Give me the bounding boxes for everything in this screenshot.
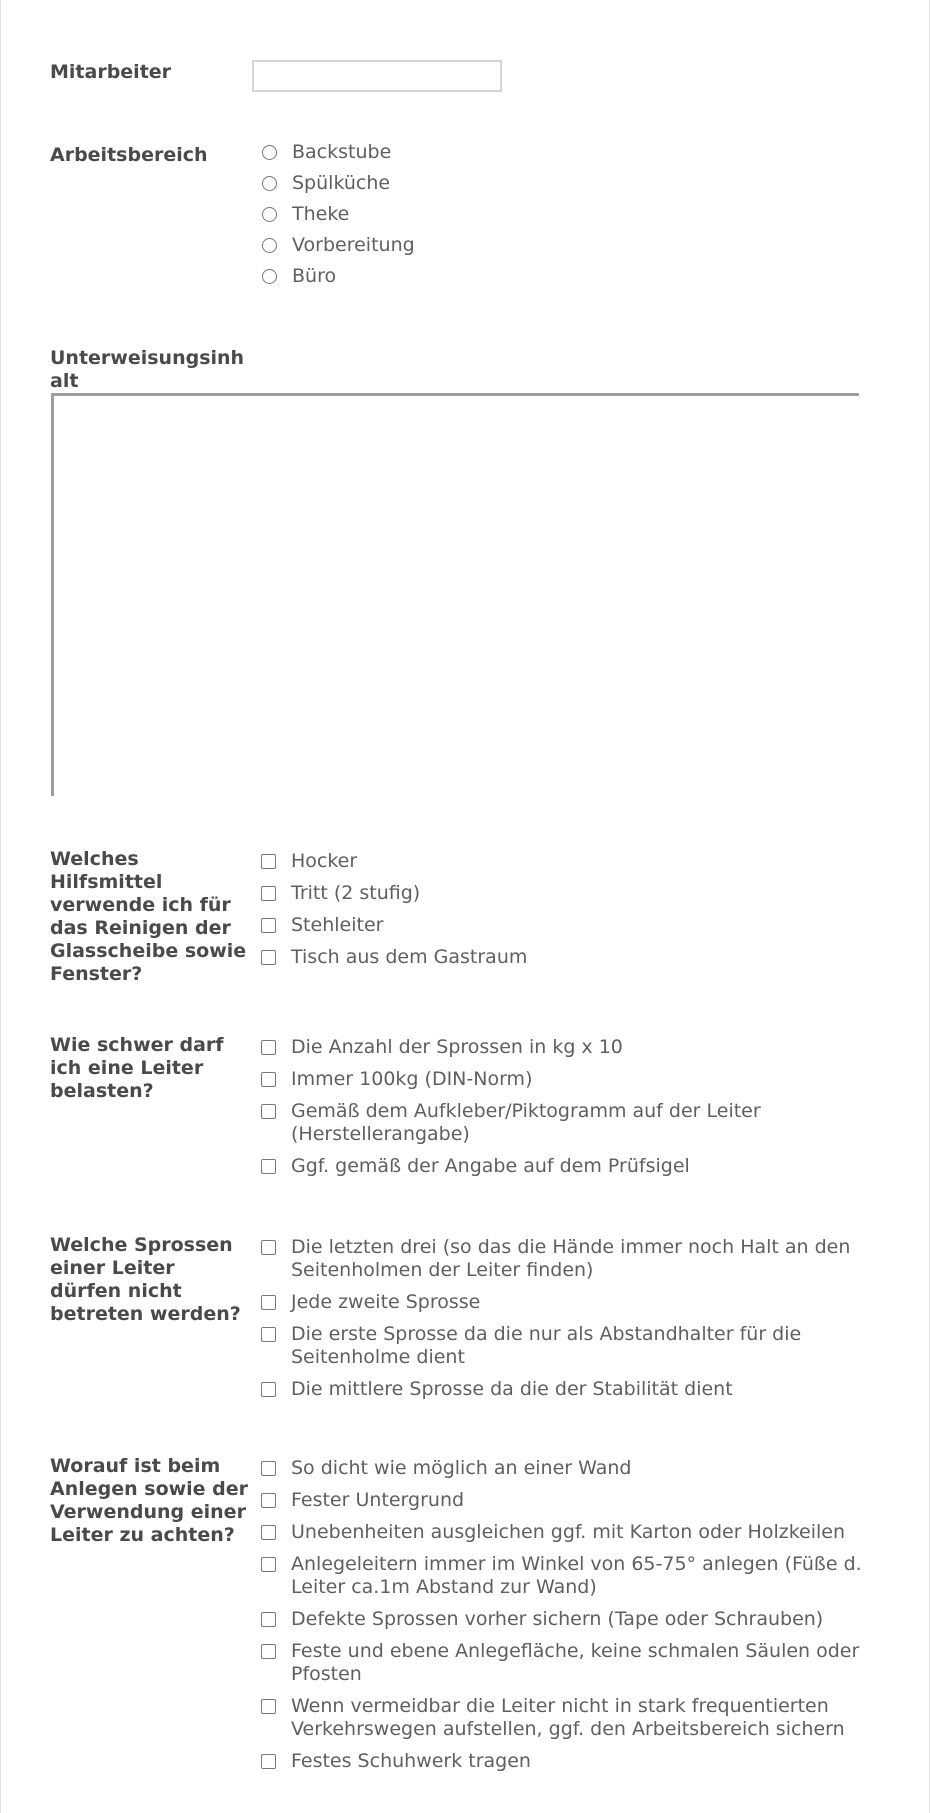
checkbox[interactable] [261,1525,276,1540]
checkbox-option[interactable] [261,1553,891,1599]
checkbox-label: Festes Schuhwerk tragen [291,1750,531,1772]
checkbox-option[interactable] [261,1695,891,1741]
checkbox-option[interactable] [261,1378,891,1401]
checkbox[interactable] [261,1072,276,1087]
checkbox-label: Immer 100kg (DIN-Norm) [291,1068,533,1090]
checkbox-label: Unebenheiten ausgleichen ggf. mit Karton oder Holzkeilen [291,1521,846,1543]
checkbox-label: Die letzten drei (so das die Hände immer noch Halt an den Seitenholmen der Leiter finden) [291,1236,851,1281]
checkbox-label: Stehleiter [291,914,384,936]
checkbox-option[interactable] [261,882,891,905]
checkbox[interactable] [261,918,276,933]
checkbox-label: Tritt (2 stufig) [291,882,421,904]
checkbox[interactable] [261,886,276,901]
radio-label: Backstube [292,141,392,163]
radio-button[interactable] [262,176,277,191]
arbeitsbereich-radio-group [262,141,415,296]
checkbox-label: Jede zweite Sprosse [291,1291,481,1313]
checkbox-option[interactable] [261,1036,891,1059]
checkbox-label: Wenn vermeidbar die Leiter nicht in stark frequentierten Verkehrswegen aufstellen, ggf. den Arbeitsbereich sichern [291,1695,845,1740]
checkbox[interactable] [261,1382,276,1397]
radio-label: Vorbereitung [292,234,415,256]
checkbox-label: Defekte Sprossen vorher sichern (Tape oder Schrauben) [291,1608,824,1630]
radio-label: Büro [292,265,337,287]
checkbox[interactable] [261,1104,276,1119]
checkbox[interactable] [261,1754,276,1769]
checkbox-option[interactable] [261,1608,891,1631]
checkbox-option[interactable] [261,1521,891,1544]
checkbox[interactable] [261,1327,276,1342]
radio-option-spuelkueche[interactable] [262,172,415,203]
radio-option-vorbereitung[interactable] [262,234,415,265]
checkbox-option[interactable] [261,1489,891,1512]
radio-option-backstube[interactable] [262,141,415,172]
question-sprossen-options [261,1236,891,1410]
checkbox-option[interactable] [261,1457,891,1480]
checkbox[interactable] [261,1295,276,1310]
radio-button[interactable] [262,238,277,253]
checkbox[interactable] [261,1040,276,1055]
checkbox-label: Anlegeleitern immer im Winkel von 65-75° anlegen (Füße d. Leiter ca.1m Abstand zur Wand) [291,1553,862,1598]
checkbox-option[interactable] [261,1100,891,1146]
unterweisungsinhalt-label: Unterweisungsinhalt [50,347,245,392]
checkbox-label: Die erste Sprosse da die nur als Abstandhalter für die Seitenholme dient [291,1323,802,1368]
radio-label: Spülküche [292,172,391,194]
checkbox-label: Gemäß dem Aufkleber/Piktogramm auf der Leiter (Herstellerangabe) [291,1100,761,1145]
question-hilfsmittel-label: Welches Hilfsmittel verwende ich für das Reinigen der Glasscheibe sowie Fenster? [50,848,247,985]
checkbox-label: So dicht wie möglich an einer Wand [291,1457,632,1479]
question-anlegen-label: Worauf ist beim Anlegen sowie der Verwendung einer Leiter zu achten? [50,1455,249,1546]
checkbox[interactable] [261,1612,276,1627]
question-sprossen-label: Welche Sprossen einer Leiter dürfen nicht betreten werden? [50,1234,241,1325]
radio-option-buero[interactable] [262,265,415,296]
radio-button[interactable] [262,145,277,160]
checkbox-label: Die Anzahl der Sprossen in kg x 10 [291,1036,623,1058]
mitarbeiter-label: Mitarbeiter [50,61,172,83]
checkbox-option[interactable] [261,1068,891,1091]
unterweisungsinhalt-textarea[interactable] [51,393,859,796]
checkbox[interactable] [261,1493,276,1508]
checkbox[interactable] [261,854,276,869]
checkbox-option[interactable] [261,1236,891,1282]
radio-label: Theke [292,203,350,225]
checkbox[interactable] [261,1159,276,1174]
checkbox-option[interactable] [261,1750,891,1773]
radio-button[interactable] [262,269,277,284]
checkbox[interactable] [261,1644,276,1659]
page-border-left [0,0,1,1813]
checkbox-option[interactable] [261,1640,891,1686]
checkbox[interactable] [261,1699,276,1714]
checkbox[interactable] [261,950,276,965]
radio-option-theke[interactable] [262,203,415,234]
question-anlegen-options [261,1457,891,1782]
arbeitsbereich-label: Arbeitsbereich [50,144,208,166]
checkbox-label: Ggf. gemäß der Angabe auf dem Prüfsigel [291,1155,690,1177]
checkbox-label: Hocker [291,850,358,872]
radio-button[interactable] [262,207,277,222]
checkbox-option[interactable] [261,1291,891,1314]
mitarbeiter-input[interactable] [252,60,502,92]
question-belastung-options [261,1036,891,1187]
question-hilfsmittel-options [261,850,891,978]
checkbox-option[interactable] [261,1323,891,1369]
checkbox-label: Fester Untergrund [291,1489,465,1511]
checkbox-option[interactable] [261,914,891,937]
checkbox[interactable] [261,1240,276,1255]
checkbox-label: Feste und ebene Anlegefläche, keine schmalen Säulen oder Pfosten [291,1640,860,1685]
checkbox-option[interactable] [261,850,891,873]
question-belastung-label: Wie schwer darf ich eine Leiter belasten? [50,1034,224,1102]
checkbox-label: Die mittlere Sprosse da die der Stabilität dient [291,1378,733,1400]
checkbox[interactable] [261,1461,276,1476]
checkbox-option[interactable] [261,1155,891,1178]
checkbox-option[interactable] [261,946,891,969]
checkbox-label: Tisch aus dem Gastraum [291,946,528,968]
checkbox[interactable] [261,1557,276,1572]
